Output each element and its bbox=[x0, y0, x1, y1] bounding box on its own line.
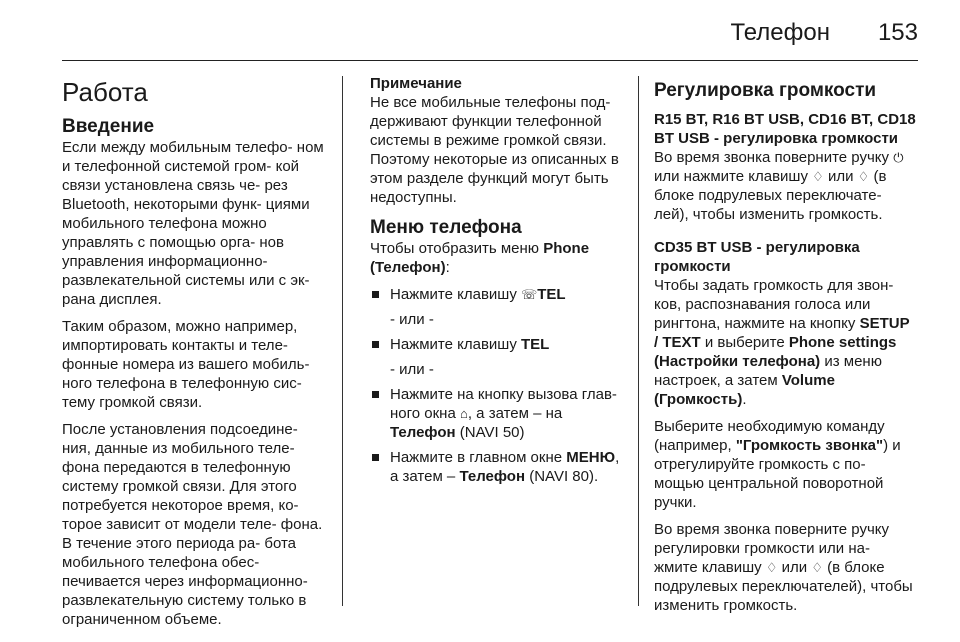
volume-subheading-r15: R15 BT, R16 BT USB, CD16 BT, CD18 BT USB - регулировка громкости bbox=[654, 111, 916, 147]
home-icon: ⌂ bbox=[459, 406, 468, 421]
or-separator: - или - bbox=[390, 311, 434, 328]
list-item: Нажмите клавишу ☏TEL bbox=[370, 285, 628, 304]
phone-menu-intro: Чтобы отобразить меню Phone (Телефон): bbox=[370, 240, 590, 276]
column-divider-2 bbox=[638, 76, 639, 606]
page-header bbox=[0, 0, 960, 64]
bullet-icon bbox=[372, 391, 379, 398]
intro-paragraph-1: Если между мобильным телефо- ном и телефонной системой гром- кой связи установлена связь че- рез Bluetooth, некоторыми функ- циями мобильного телефона можно управлять с помощью орга- нов управления информационно- развлекательной системы или с эк- рана дисплея. bbox=[62, 139, 324, 308]
list-item: Нажмите клавишу TEL bbox=[370, 335, 628, 354]
volume-paragraph-d: Во время звонка поверните ручку регулировки громкости или на- жмите клавишу ♢ или ♢ (в блоке подрулевых переключателей), чтобы изменить громкость. bbox=[654, 521, 913, 614]
list-item: Нажмите на кнопку вызова глав- ного окна ⌂, а затем – на Телефон (NAVI 50) bbox=[370, 385, 628, 442]
phone-menu-steps bbox=[370, 285, 628, 486]
volume-subheading-cd35: CD35 BT USB - регулировка громкости bbox=[654, 239, 860, 275]
or-separator: - или - bbox=[390, 361, 434, 378]
column-1 bbox=[62, 74, 324, 637]
section-title: Работа bbox=[62, 77, 148, 107]
volume-heading: Регулировка громкости bbox=[654, 80, 877, 101]
volume-down-icon: ♢ bbox=[811, 560, 823, 575]
column-3 bbox=[654, 74, 916, 623]
volume-paragraph-b: Чтобы задать громкость для звон- ков, распознавания голоса или рингтона, нажмите на кнопку SETUP / TEXT и выберите Phone settings (Настройки телефона) из меню настроек, а затем Volume (Громкость). bbox=[654, 277, 910, 408]
phone-icon: ☏ bbox=[521, 287, 538, 302]
volume-up-icon: ♢ bbox=[812, 169, 824, 184]
power-knob-icon: ⏻ bbox=[893, 150, 904, 165]
list-item: Нажмите в главном окне МЕНЮ, а затем – Телефон (NAVI 80). bbox=[370, 448, 628, 486]
page-number: 153 bbox=[877, 19, 918, 46]
header-title: Телефон bbox=[730, 19, 830, 46]
bullet-icon bbox=[372, 454, 379, 461]
intro-paragraph-3: После установления подсоедине- ния, данные из мобильного теле- фона передаются в телефонную систему громкой связи. Для этого потребуется некоторое время, ко- торое зависит от модели теле- фона. В течение этого периода ра- бота мобильного телефона обес- печивается через информационно- развлекательную систему только в ограниченном объеме. bbox=[62, 421, 323, 628]
bullet-icon bbox=[372, 291, 379, 298]
intro-heading: Введение bbox=[62, 116, 155, 137]
note-title: Примечание bbox=[370, 75, 462, 92]
intro-paragraph-2: Таким образом, можно например, импортировать контакты и теле- фонные номера из вашего мобиль- ного телефона в телефонную сис- тему громкой связи. bbox=[62, 318, 310, 411]
phone-menu-heading: Меню телефона bbox=[370, 217, 522, 238]
header-divider bbox=[62, 60, 918, 61]
note-text: Не все мобильные телефоны под- держивают функции телефонной системы в режиме громкой связи. Поэтому некоторые из описанных в этом разделе функций могут быть недоступны. bbox=[370, 94, 619, 206]
volume-up-icon: ♢ bbox=[765, 560, 778, 575]
volume-down-icon: ♢ bbox=[857, 169, 870, 184]
bullet-icon bbox=[372, 341, 379, 348]
volume-paragraph-c: Выберите необходимую команду (например, "Громкость звонка") и отрегулируйте громкость с по- мощью центральной поворотной ручки. bbox=[654, 418, 901, 511]
column-2 bbox=[370, 74, 628, 492]
column-divider-1 bbox=[342, 76, 343, 606]
volume-paragraph-a: Во время звонка поверните ручку ⏻ или нажмите клавишу ♢ или ♢ (в блоке подрулевых переключате- лей), чтобы изменить громкость. bbox=[654, 149, 904, 223]
